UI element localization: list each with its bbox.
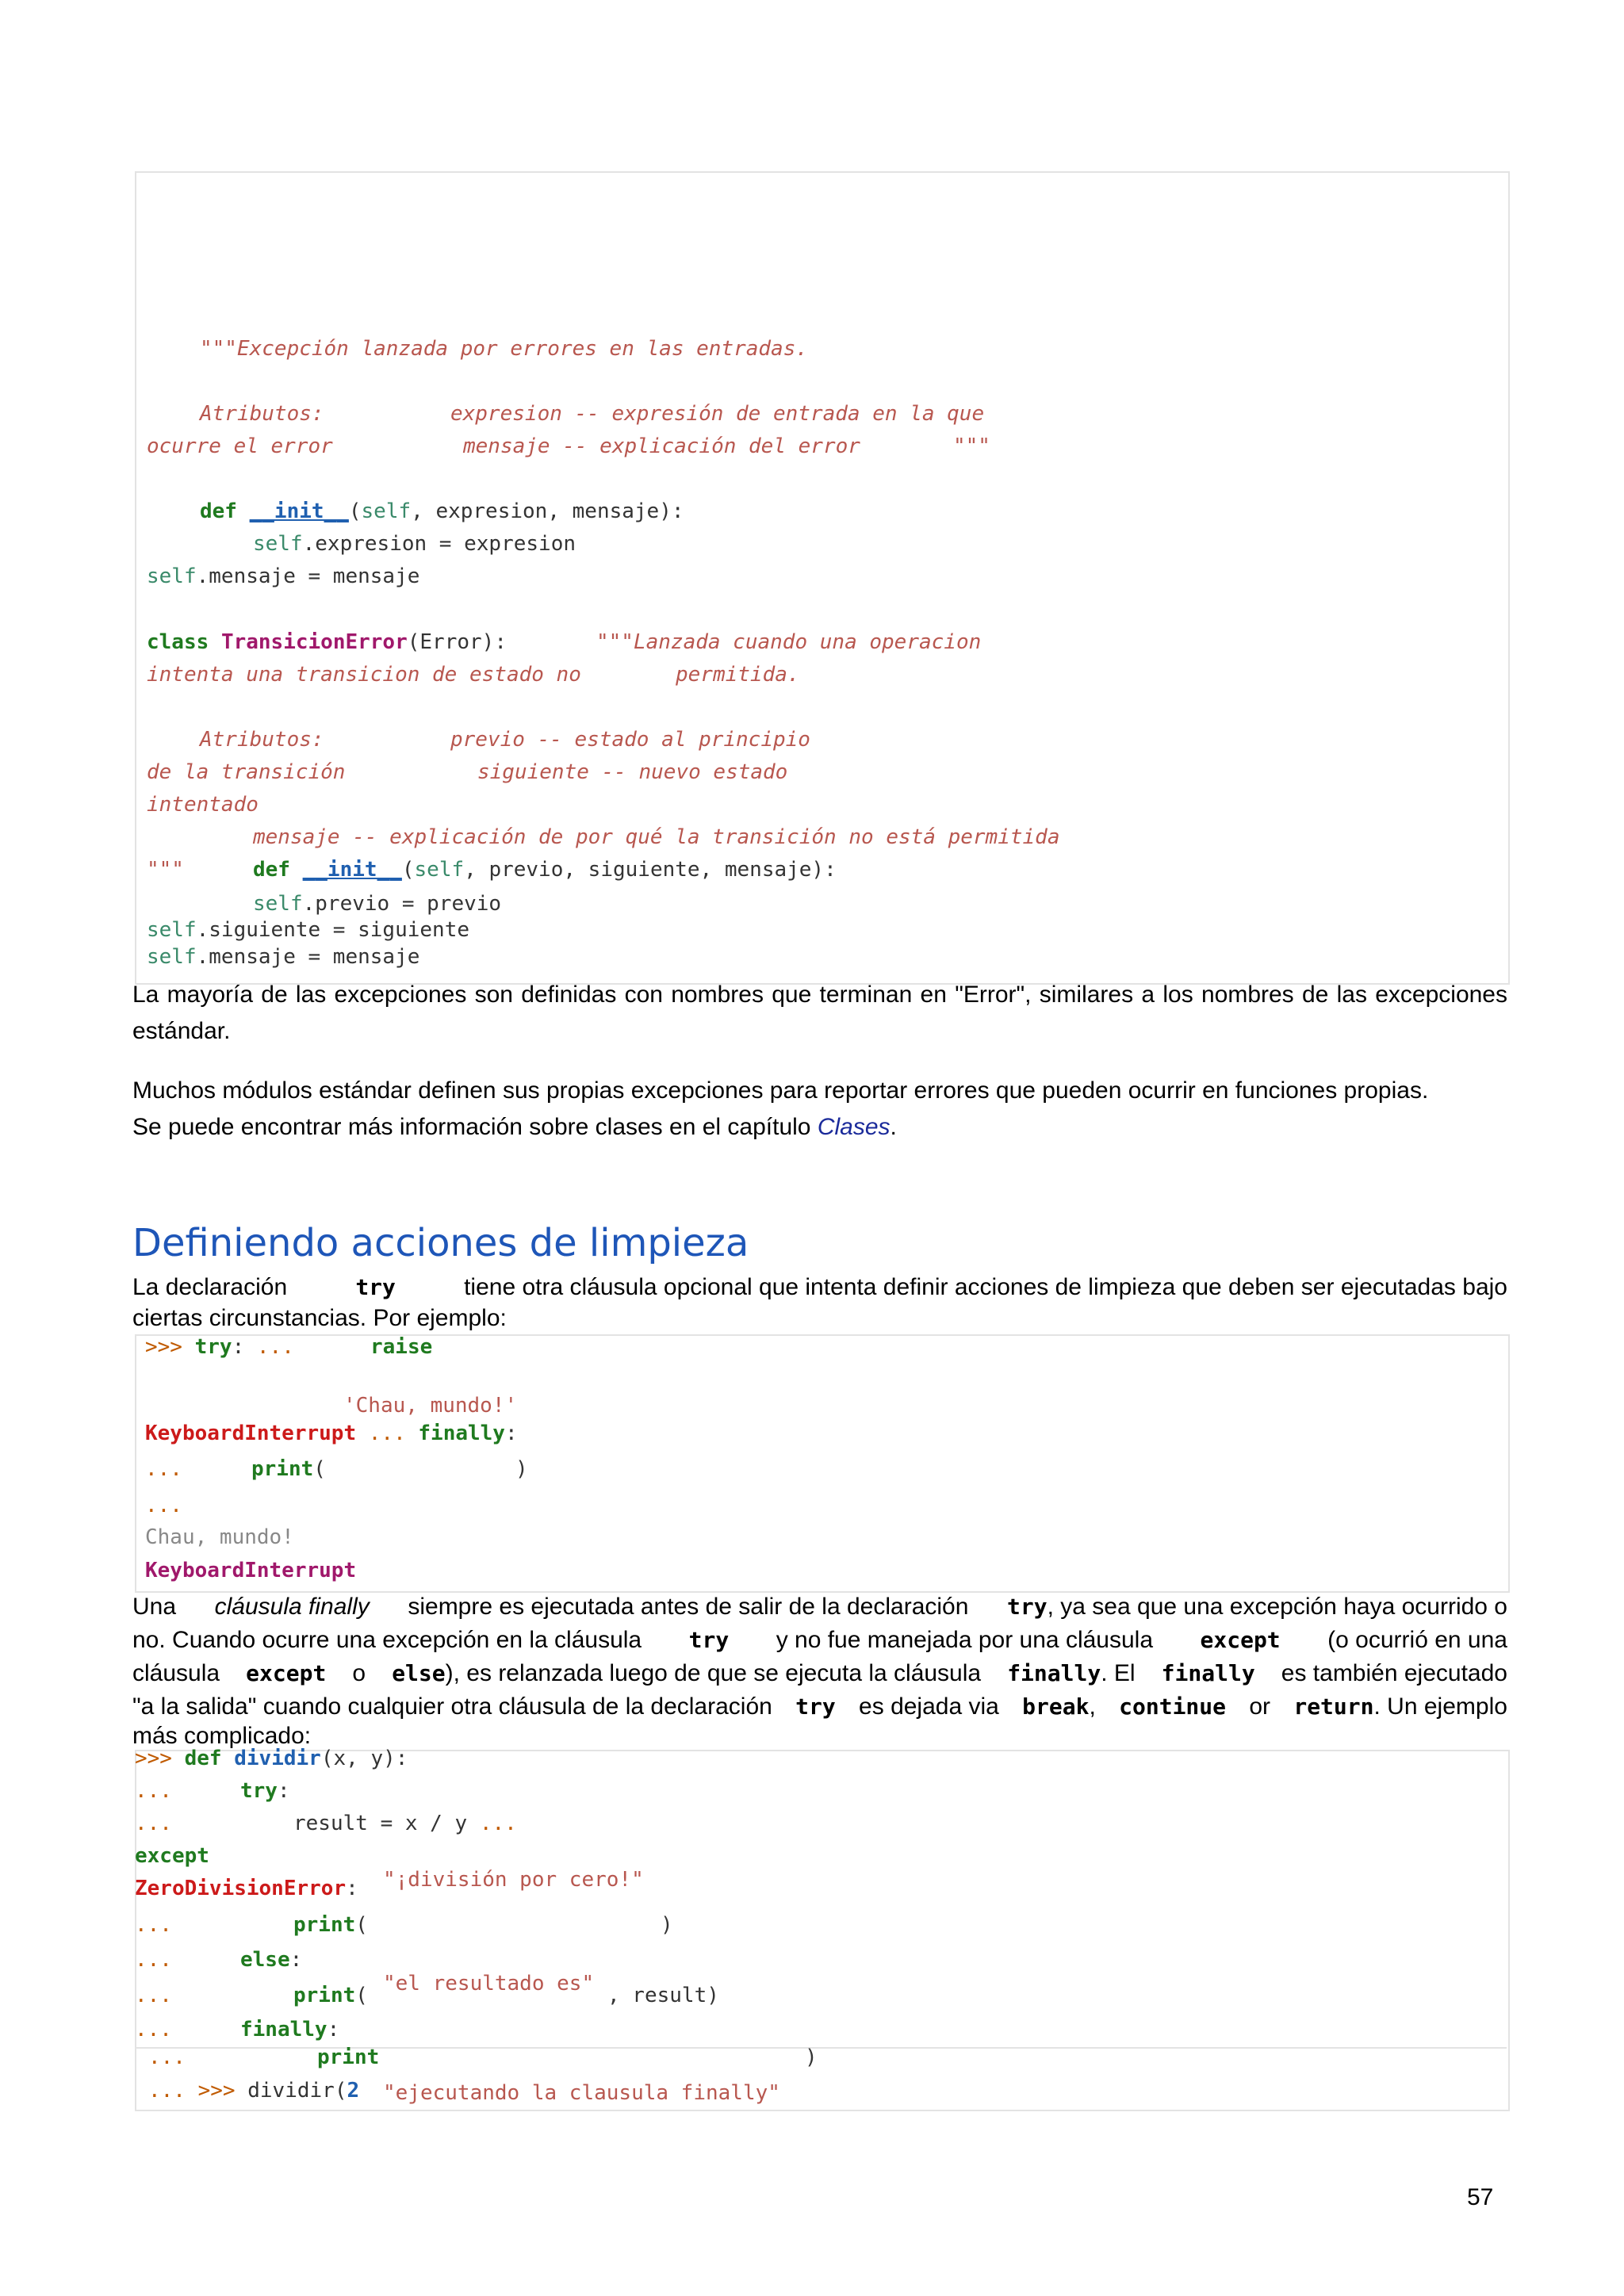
paragraph: La mayoría de las excepciones son definidas con nombres que terminan en "Error", similares a los nombres de las excepciones estándar. bbox=[132, 982, 1507, 1044]
code-line: self.previo = previo bbox=[253, 892, 502, 916]
code-line: ... bbox=[135, 2018, 172, 2042]
code-line: previo -- estado al principio bbox=[450, 728, 810, 752]
paragraph-line: Una cláusula finally siempre es ejecutada antes de salir de la declaración try, ya sea que una excepción haya ocurrido o bbox=[132, 1594, 1507, 1620]
code-line: intentado bbox=[147, 793, 259, 817]
code-line: self.mensaje = mensaje bbox=[147, 945, 420, 969]
code-line: def __init__(self, expresion, mensaje): bbox=[200, 499, 684, 523]
code-output: Chau, mundo! bbox=[145, 1525, 294, 1549]
code-line: ... bbox=[145, 1494, 182, 1517]
code-line: , result) bbox=[607, 1984, 719, 2007]
code-line: self.mensaje = mensaje bbox=[147, 564, 420, 588]
code-line: result = x / y ... bbox=[293, 1812, 517, 1835]
paragraph: Se puede encontrar más información sobre clases en el capítulo Clases. bbox=[132, 1114, 897, 1140]
section-heading: Definiendo acciones de limpieza bbox=[132, 1221, 749, 1265]
code-line: siguiente -- nuevo estado bbox=[477, 760, 788, 784]
code-line: ... bbox=[135, 1984, 172, 2007]
code-line: self.siguiente = siguiente bbox=[147, 918, 469, 942]
code-line: """ bbox=[147, 858, 184, 882]
paragraph-line: más complicado: bbox=[132, 1723, 312, 1749]
link-clases[interactable]: Clases bbox=[817, 1114, 891, 1140]
code-line: print( bbox=[293, 1913, 368, 1937]
paragraph-line: ciertas circunstancias. Por ejemplo: bbox=[132, 1305, 507, 1331]
code-line: else: bbox=[240, 1948, 303, 1972]
code-line: de la transición bbox=[147, 760, 346, 784]
paragraph-line: La declaración try tiene otra cláusula opcional que intenta definir acciones de limpieza que deben ser ejecutadas bajo bbox=[132, 1274, 1507, 1300]
code-line: mensaje -- explicación del error bbox=[463, 434, 860, 458]
code-line: ) bbox=[805, 2045, 818, 2069]
code-line: print bbox=[317, 2045, 380, 2069]
code-line: ... bbox=[135, 1812, 172, 1835]
code-line: permitida. bbox=[676, 663, 800, 687]
page-number: 57 bbox=[1467, 2184, 1494, 2210]
code-block-try-finally bbox=[135, 1334, 1510, 1593]
code-line: except bbox=[135, 1844, 209, 1868]
code-line: KeyboardInterrupt ... finally: bbox=[145, 1422, 518, 1445]
code-line: raise bbox=[370, 1335, 433, 1359]
code-line: ) bbox=[661, 1913, 673, 1937]
paragraph-line: no. Cuando ocurre una excepción en la cláusula try y no fue manejada por una cláusula except (o ocurrió en una bbox=[132, 1627, 1507, 1653]
code-line: try: bbox=[240, 1779, 290, 1803]
code-line: 'Chau, mundo!' bbox=[343, 1394, 518, 1418]
code-line: ... bbox=[135, 1913, 172, 1937]
code-line: print( bbox=[293, 1984, 368, 2007]
code-line: ZeroDivisionError: bbox=[135, 1877, 358, 1900]
code-line: Atributos: bbox=[200, 728, 324, 752]
code-line: print( bbox=[251, 1457, 326, 1481]
code-line: """Lanzada cuando una operacion bbox=[596, 630, 982, 654]
code-line: "ejecutando la clausula finally" bbox=[383, 2081, 780, 2105]
code-line: "¡división por cero!" bbox=[383, 1868, 644, 1892]
code-line: """Excepción lanzada por errores en las entradas. bbox=[200, 337, 809, 361]
code-line: >>> try: ... bbox=[145, 1335, 294, 1359]
code-output: KeyboardInterrupt bbox=[145, 1559, 357, 1582]
paragraph: Muchos módulos estándar definen sus propias excepciones para reportar errores que pueden ocurrir en funciones propias. bbox=[132, 1077, 1429, 1104]
code-line: class TransicionError(Error): bbox=[147, 630, 507, 654]
code-line: ... bbox=[135, 1779, 172, 1803]
code-line: def __init__(self, previo, siguiente, mensaje): bbox=[253, 858, 837, 882]
code-line: mensaje -- explicación de por qué la transición no está permitida bbox=[253, 825, 1060, 849]
code-line: intenta una transicion de estado no bbox=[147, 663, 581, 687]
code-line: ... >>> dividir(2 bbox=[148, 2079, 360, 2103]
code-line: ) bbox=[515, 1457, 528, 1481]
code-line: >>> def dividir(x, y): bbox=[135, 1747, 408, 1770]
code-line: ... bbox=[135, 1948, 172, 1972]
code-line: Atributos: bbox=[200, 402, 324, 426]
paragraph-line: cláusula except o else), es relanzada luego de que se ejecuta la cláusula finally. El finally es también ejecutado bbox=[132, 1660, 1507, 1686]
paragraph-line: "a la salida" cuando cualquier otra cláusula de la declaración try es dejada via break, continue or return. Un ejemplo bbox=[132, 1693, 1507, 1720]
code-line: ocurre el error bbox=[147, 434, 333, 458]
code-line: expresion -- expresión de entrada en la que bbox=[450, 402, 985, 426]
code-line: ... bbox=[148, 2045, 186, 2069]
code-line: self.expresion = expresion bbox=[253, 532, 576, 556]
code-line: "el resultado es" bbox=[383, 1972, 595, 1996]
code-line: """ bbox=[953, 434, 990, 458]
code-line: finally: bbox=[240, 2018, 340, 2042]
code-line: ... bbox=[145, 1457, 182, 1481]
